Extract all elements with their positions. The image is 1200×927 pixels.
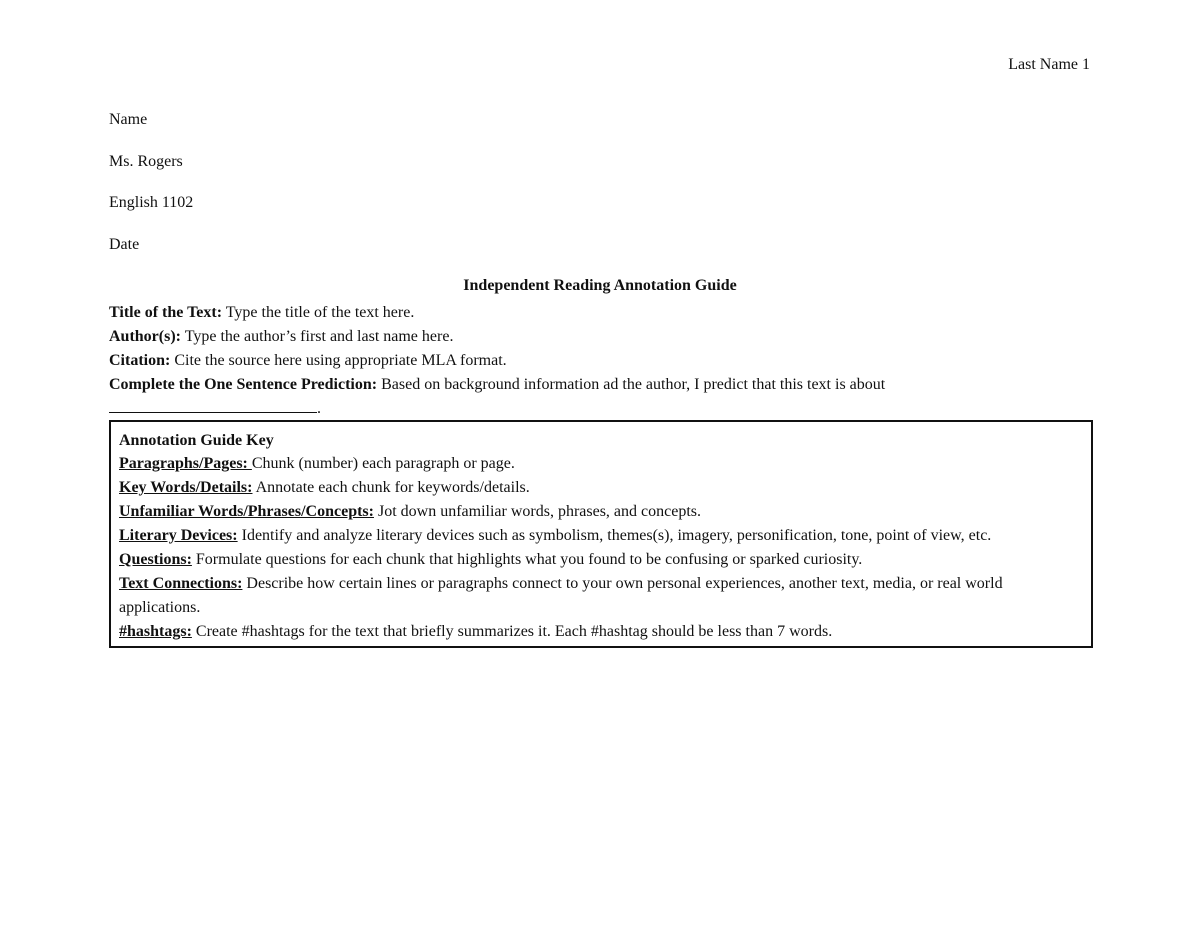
key-item: [119, 524, 1083, 548]
key-term-keywords: Key Words/Details:: [119, 479, 253, 496]
prediction-field: [109, 373, 1099, 397]
key-term-hashtags: #hashtags:: [119, 623, 192, 640]
text-info-fields: [109, 301, 1099, 421]
author-value[interactable]: Type the author’s first and last name here.: [184, 328, 454, 345]
key-desc-hashtags: Create #hashtags for the text that briefly summarizes it. Each #hashtag should be less than 7 words.: [195, 623, 833, 640]
author-field: [109, 325, 1099, 349]
student-name: Name: [109, 111, 148, 128]
teacher-name: Ms. Rogers: [109, 153, 183, 170]
author-label: Author(s):: [109, 328, 181, 345]
citation-value[interactable]: Cite the source here using appropriate MLA format.: [174, 352, 507, 369]
prediction-period: .: [317, 400, 321, 417]
key-desc-questions: Formulate questions for each chunk that highlights what you found to be confusing or sparked curiosity.: [195, 551, 863, 568]
key-desc-literary: Identify and analyze literary devices such as symbolism, themes(s), imagery, personification, tone, point of view, etc.: [241, 527, 992, 544]
key-item: [119, 548, 1083, 572]
text-title-value[interactable]: Type the title of the text here.: [225, 304, 415, 321]
key-desc-paragraphs: Chunk (number) each paragraph or page.: [251, 455, 515, 472]
citation-field: [109, 349, 1099, 373]
running-head: Last Name 1: [1008, 56, 1090, 73]
text-title-label: Title of the Text:: [109, 304, 223, 321]
date-line: Date: [109, 236, 140, 253]
document-title: Independent Reading Annotation Guide: [463, 277, 737, 294]
text-title-field: [109, 301, 1099, 325]
key-term-paragraphs: Paragraphs/Pages:: [119, 455, 252, 472]
citation-label: Citation:: [109, 352, 171, 369]
key-item: [119, 620, 1083, 644]
key-item: [119, 500, 1083, 524]
key-item: [119, 572, 1083, 620]
annotation-guide-key-box: [109, 420, 1093, 648]
key-desc-unfamiliar: Jot down unfamiliar words, phrases, and concepts.: [377, 503, 702, 520]
key-term-literary: Literary Devices:: [119, 527, 238, 544]
key-term-questions: Questions:: [119, 551, 192, 568]
key-item: [119, 476, 1083, 500]
key-term-unfamiliar: Unfamiliar Words/Phrases/Concepts:: [119, 503, 374, 520]
prediction-blank[interactable]: [109, 398, 317, 413]
prediction-label: Complete the One Sentence Prediction:: [109, 376, 378, 393]
key-desc-keywords: Annotate each chunk for keywords/details.: [255, 479, 530, 496]
prediction-blank-line: [109, 397, 1099, 421]
prediction-value[interactable]: Based on background information ad the author, I predict that this text is about: [381, 376, 886, 393]
key-desc-connections: Describe how certain lines or paragraphs connect to your own personal experiences, another text, media, or real world applications.: [119, 575, 1003, 616]
key-title: Annotation Guide Key: [119, 432, 274, 449]
course-name: English 1102: [109, 194, 194, 211]
key-item: [119, 452, 1083, 476]
key-term-connections: Text Connections:: [119, 575, 243, 592]
